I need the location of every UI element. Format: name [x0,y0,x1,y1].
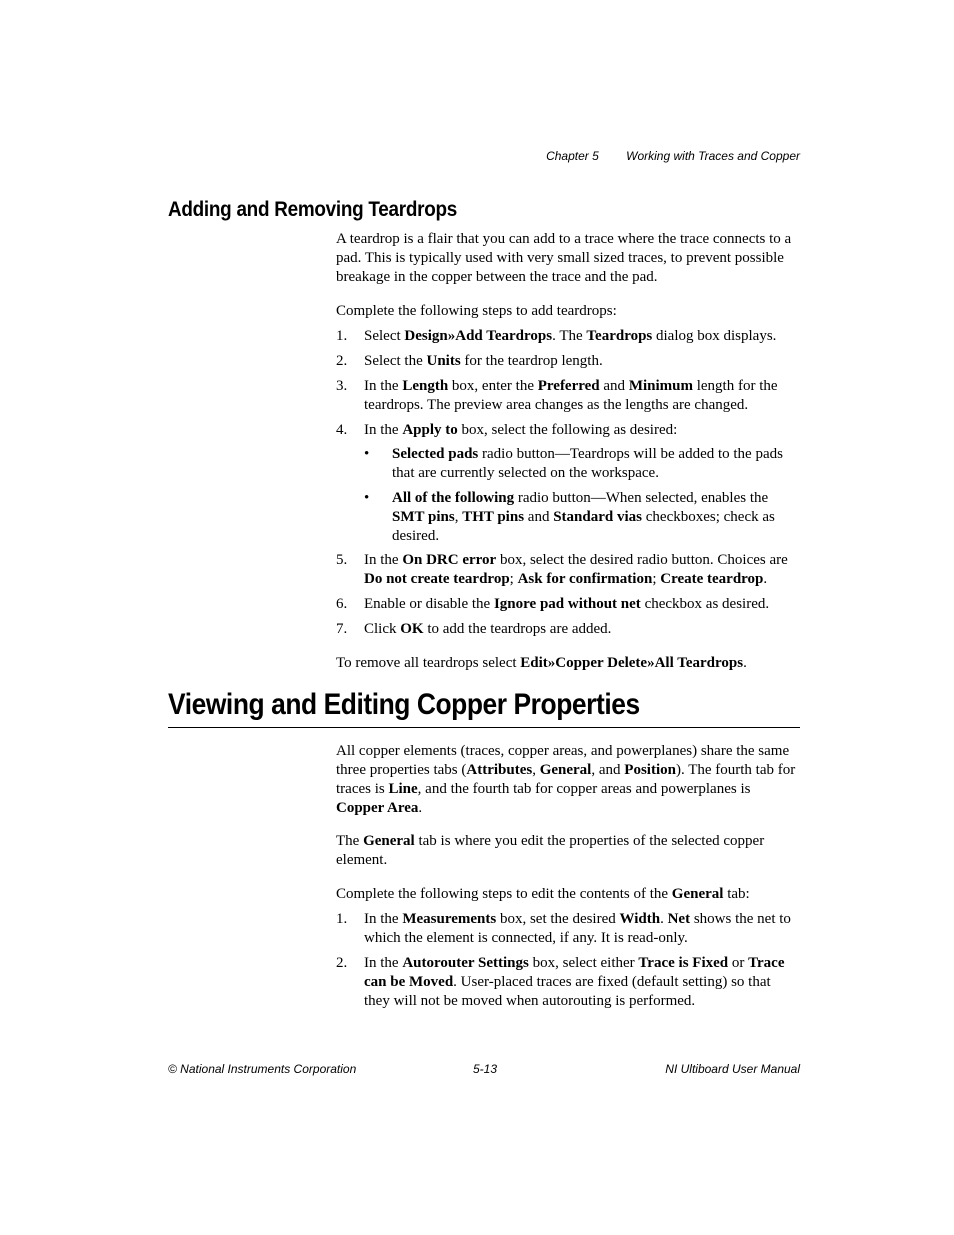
step-number: 7. [336,621,348,637]
intro-paragraph: A teardrop is a flair that you can add to a trace where the trace connects to a pad. This is typically used with very small sized traces, to prevent possible breakage in the copper between the trace and the pad. [336,231,792,285]
bullet-text: Selected pads radio button—Teardrops will be added to the pads that are currently selected on the workspace. [392,446,783,481]
step-number: 3. [336,378,348,394]
bold-term: General [363,833,415,849]
copper-step-1 [336,910,800,948]
heading-rule [168,727,800,728]
bold-term: Line [388,781,418,797]
step-text: Enable or disable the Ignore pad without net checkbox as desired. [364,596,770,612]
bold-term: General [671,886,724,902]
step-text: In the Apply to box, select the following as desired: [364,422,678,438]
step-number: 2. [336,353,348,369]
step-number: 1. [336,328,348,344]
bold-term: Ask for confirmation [517,571,653,587]
bold-term: On DRC error [402,552,497,568]
copper-p1 [336,742,800,818]
teardrop-step-5 [336,551,800,589]
bold-term: Apply to [402,422,458,438]
bullet-selected-pads [336,445,800,483]
step-number: 4. [336,422,348,438]
step-text: In the Length box, enter the Preferred and Minimum length for the teardrops. The preview area changes as the lengths are changed. [364,378,778,413]
copper-paragraph-2: The General tab is where you edit the properties of the selected copper element. [336,833,765,868]
step-text: Select Design»Add Teardrops. The Teardrops dialog box displays. [364,328,777,344]
teardrop-step-2 [336,352,800,371]
bold-term: Standard vias [553,509,642,525]
step-text: Click OK to add the teardrops are added. [364,621,612,637]
bold-term: Units [426,353,461,369]
bold-term: Trace can be Moved [364,955,785,990]
bullet-icon: • [364,446,370,462]
bold-term: General [539,762,592,778]
teardrop-step-7 [336,620,800,639]
step-text: In the On DRC error box, select the desired radio button. Choices are Do not create teardrop; Ask for confirmation; Create teardrop. [364,552,788,587]
bullet-icon: • [364,490,370,506]
footer-page-number: 5-13 [473,1062,498,1076]
step-number: 5. [336,552,348,568]
section-heading-copper-properties: Viewing and Editing Copper Properties [168,688,640,721]
step-text: Select the Units for the teardrop length. [364,353,603,369]
bold-term: Do not create teardrop [364,571,510,587]
teardrop-step-1 [336,327,800,346]
bold-term: Preferred [537,378,600,394]
remove-teardrops [336,654,800,673]
bold-term: Width [619,911,661,927]
header-chapter: Chapter 5 [546,149,599,163]
bold-term: Measurements [402,911,497,927]
copper-paragraph-3: Complete the following steps to edit the contents of the General tab: [336,886,750,902]
step-number: 2. [336,955,348,971]
bullet-all-of-following [336,489,800,546]
bold-term: Position [624,762,676,778]
bold-term: Copper Area [336,800,419,816]
bold-term: All of the following [392,490,515,506]
section-heading-teardrops: Adding and Removing Teardrops [168,198,457,221]
step-number: 1. [336,911,348,927]
bold-term: Length [402,378,449,394]
step-text: In the Autorouter Settings box, select either Trace is Fixed or Trace can be Moved. User-placed traces are fixed (default setting) so that they will not be moved when autorouting is performed. [364,955,785,1009]
copper-p3 [336,885,800,904]
copper-step-2 [336,954,800,1011]
teardrop-step-6 [336,595,800,614]
teardrop-step-4 [336,421,800,440]
bold-term: Trace is Fixed [638,955,729,971]
bold-term: SMT pins [392,509,455,525]
teardrops-steps-intro [336,302,800,321]
steps-intro-paragraph: Complete the following steps to add teardrops: [336,303,617,319]
running-header [546,149,800,163]
teardrops-intro [336,230,800,287]
footer-right: NI Ultiboard User Manual [665,1062,800,1076]
footer-left: © National Instruments Corporation [168,1062,357,1076]
bold-term: Attributes [466,762,533,778]
copper-p2 [336,832,800,870]
bold-term: Teardrops [586,328,653,344]
bold-term: Design»Add Teardrops [404,328,553,344]
bold-term: OK [400,621,424,637]
header-title: Working with Traces and Copper [626,149,800,163]
bullet-text: All of the following radio button—When selected, enables the SMT pins, THT pins and Standard vias checkboxes; check as desired. [392,490,775,544]
copper-paragraph-1: All copper elements (traces, copper areas, and powerplanes) share the same three properties tabs (Attributes, General, and Position). The fourth tab for traces is Line, and the fourth tab for copper areas and powerplanes is Copper Area. [336,743,796,816]
bold-term: Net [667,911,691,927]
bold-term: Selected pads [392,446,479,462]
step-text: In the Measurements box, set the desired Width. Net shows the net to which the element is connected, if any. It is read-only. [364,911,791,946]
bold-term: Minimum [628,378,693,394]
step-number: 6. [336,596,348,612]
teardrop-step-3 [336,377,800,415]
bold-term: Create teardrop [660,571,764,587]
bold-term: Edit»Copper Delete»All Teardrops [520,655,744,671]
bold-term: Autorouter Settings [402,955,529,971]
remove-paragraph: To remove all teardrops select Edit»Copper Delete»All Teardrops. [336,655,747,671]
bold-term: Ignore pad without net [493,596,641,612]
bold-term: THT pins [462,509,525,525]
